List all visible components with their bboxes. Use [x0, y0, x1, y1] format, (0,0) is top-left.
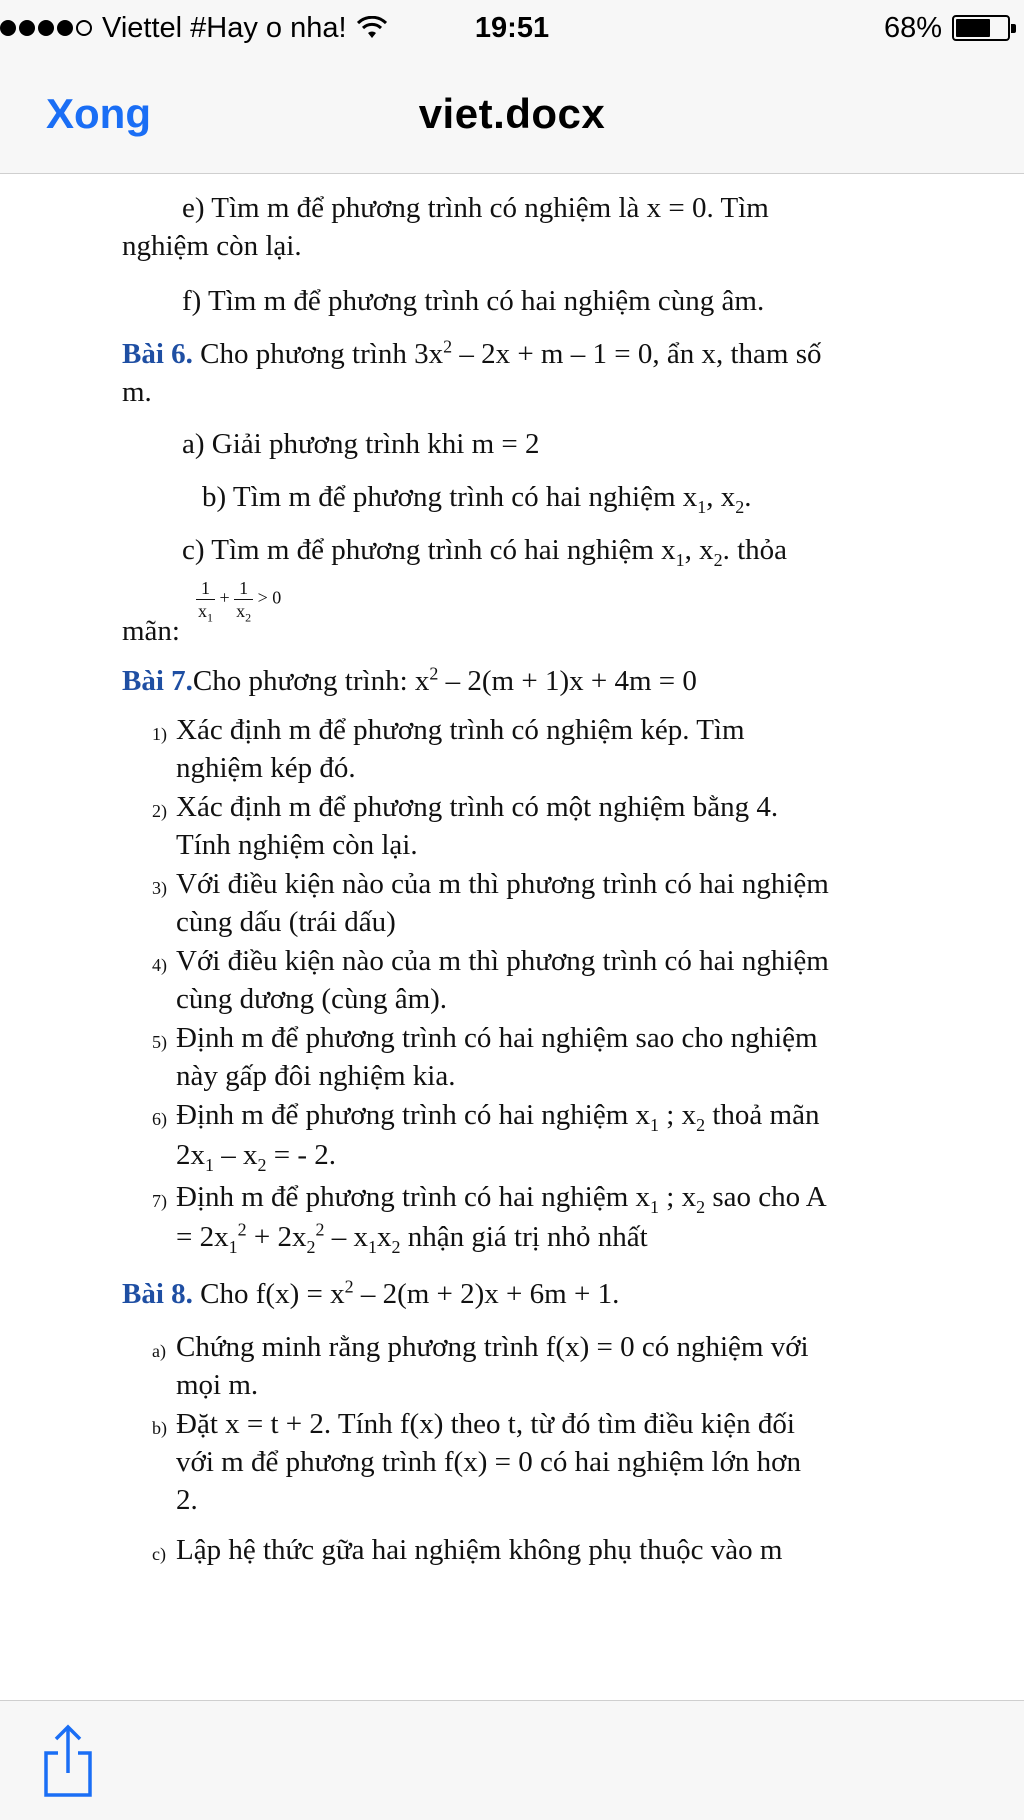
- text-span: x: [236, 601, 246, 621]
- text-line: Với điều kiện nào của m thì phương trình có hai nghiệm: [176, 945, 829, 977]
- list-number: 4): [152, 955, 167, 975]
- superscript: 2: [344, 1276, 354, 1297]
- subscript: 1: [697, 496, 707, 517]
- text-span: x: [376, 1221, 392, 1253]
- text-line: Chứng minh rằng phương trình f(x) = 0 có nghiệm với: [176, 1331, 809, 1363]
- subscript: 1: [205, 1154, 214, 1175]
- exercise-label: Bài 8.: [122, 1278, 193, 1310]
- subscript: 2: [735, 496, 745, 517]
- exercise-8-heading: [122, 1275, 619, 1313]
- share-button[interactable]: [40, 1723, 96, 1799]
- text-line: a) Giải phương trình khi m = 2: [182, 428, 540, 460]
- superscript: 2: [237, 1219, 247, 1240]
- exercise-7-heading: [122, 662, 697, 700]
- text-line: e) Tìm m để phương trình có nghiệm là x = 0. Tìm: [182, 192, 769, 224]
- subscript: 2: [391, 1236, 401, 1257]
- text-span: – x: [214, 1139, 258, 1171]
- text-line: Lập hệ thức gữa hai nghiệm không phụ thuộc vào m: [176, 1534, 783, 1566]
- fraction-numerator: 1: [196, 577, 215, 600]
- list-number: 2): [152, 801, 167, 821]
- list-number: 7): [152, 1191, 167, 1211]
- text-line: 2.: [176, 1484, 198, 1516]
- text-span: – 2(m + 2)x + 6m + 1.: [353, 1278, 620, 1310]
- text-line: Tính nghiệm còn lại.: [176, 829, 418, 861]
- subscript: 1: [650, 1114, 660, 1135]
- text-line: Đặt x = t + 2. Tính f(x) theo t, từ đó tìm điều kiện đối: [176, 1408, 795, 1440]
- list-number: 5): [152, 1032, 167, 1052]
- text-span: , x: [706, 481, 736, 513]
- text-span: – 2x + m – 1 = 0, ẩn x, tham số: [452, 338, 822, 370]
- carrier-name: Viettel #Hay o nha!: [102, 11, 347, 44]
- list-number: 1): [152, 724, 167, 744]
- text-line: [176, 1218, 648, 1256]
- fraction: [234, 577, 253, 625]
- subscript: 1: [228, 1236, 238, 1257]
- text-span: .: [744, 481, 752, 513]
- text-line: mãn:: [122, 615, 180, 647]
- exercise-label: Bài 7.: [122, 665, 193, 697]
- battery-percent: 68%: [883, 11, 942, 44]
- text-span: + 2x: [246, 1221, 307, 1253]
- text-line: [176, 1136, 336, 1174]
- text-span: x: [198, 601, 207, 621]
- superscript: 2: [443, 336, 453, 357]
- text-line: Xác định m để phương trình có nghiệm kép. Tìm: [176, 714, 745, 746]
- list-number: 3): [152, 878, 167, 898]
- text-line: [176, 1178, 827, 1216]
- text-line: [176, 1096, 819, 1134]
- subscript: 1: [367, 1236, 377, 1257]
- text-span: Cho phương trình: x: [192, 665, 430, 697]
- text-span: > 0: [257, 587, 282, 608]
- text-line: f) Tìm m để phương trình có hai nghiệm cùng âm.: [182, 285, 765, 317]
- fraction-expression: [196, 577, 282, 625]
- text-span: thoả mãn: [705, 1099, 820, 1131]
- subscript: 1: [650, 1196, 660, 1217]
- nav-bar: [0, 56, 1024, 174]
- text-span: Cho f(x) = x: [192, 1278, 345, 1310]
- share-icon: [40, 1723, 96, 1799]
- subscript: 2: [696, 1114, 706, 1135]
- text-span: = 2x: [176, 1221, 229, 1253]
- text-line: [182, 531, 787, 569]
- list-letter: b): [152, 1418, 167, 1438]
- text-span: . thỏa: [722, 534, 788, 566]
- subscript: 1: [675, 549, 685, 570]
- fraction-numerator: 1: [234, 577, 253, 600]
- document-title: viet.docx: [418, 90, 606, 137]
- exercise-6-heading: [122, 335, 822, 373]
- text-span: Cho phương trình 3x: [192, 338, 444, 370]
- done-button[interactable]: Xong: [46, 90, 151, 137]
- fraction: [196, 577, 215, 625]
- subscript: 2: [245, 610, 252, 625]
- text-span: sao cho A: [705, 1181, 827, 1213]
- text-line: Định m để phương trình có hai nghiệm sao cho nghiệm: [176, 1022, 818, 1054]
- text-span: Định m để phương trình có hai nghiệm x: [176, 1181, 651, 1213]
- battery-tip: [1011, 24, 1016, 33]
- text-span: = - 2.: [266, 1139, 337, 1171]
- subscript: 2: [257, 1154, 267, 1175]
- subscript: 2: [713, 549, 723, 570]
- superscript: 2: [315, 1219, 325, 1240]
- text-line: [202, 478, 752, 516]
- text-line: nghiệm kép đó.: [176, 752, 356, 784]
- document-content[interactable]: [0, 175, 1024, 1700]
- battery-fill: [956, 19, 990, 37]
- subscript: 2: [696, 1196, 706, 1217]
- text-span: c) Tìm m để phương trình có hai nghiệm x: [182, 534, 676, 566]
- text-line: nghiệm còn lại.: [122, 230, 302, 262]
- text-line: m.: [122, 376, 152, 408]
- status-time: 19:51: [474, 12, 550, 44]
- list-number: 6): [152, 1109, 167, 1129]
- text-span: – 2(m + 1)x + 4m = 0: [438, 665, 697, 697]
- text-span: ; x: [659, 1181, 697, 1213]
- status-right: [884, 8, 1010, 48]
- text-line: Với điều kiện nào của m thì phương trình có hai nghiệm: [176, 868, 829, 900]
- text-line: cùng dương (cùng âm).: [176, 983, 448, 1015]
- text-span: ; x: [659, 1099, 697, 1131]
- list-letter: c): [152, 1544, 166, 1564]
- text-span: +: [219, 587, 230, 608]
- text-span: – x: [324, 1221, 368, 1253]
- exercise-label: Bài 6.: [122, 338, 193, 370]
- bottom-toolbar: [0, 1700, 1024, 1820]
- text-span: b) Tìm m để phương trình có hai nghiệm x: [202, 481, 698, 513]
- text-span: Định m để phương trình có hai nghiệm x: [176, 1099, 651, 1131]
- list-letter: a): [152, 1341, 166, 1361]
- text-span: 2x: [176, 1139, 205, 1171]
- text-line: này gấp đôi nghiệm kia.: [176, 1060, 456, 1092]
- text-line: Xác định m để phương trình có một nghiệm bằng 4.: [176, 791, 779, 823]
- text-span: nhận giá trị nhỏ nhất: [400, 1221, 648, 1253]
- status-bar: [0, 0, 1024, 56]
- fraction-denominator: [196, 600, 215, 625]
- text-span: , x: [684, 534, 714, 566]
- text-line: với m để phương trình f(x) = 0 có hai nghiệm lớn hơn: [176, 1446, 801, 1478]
- text-line: cùng dấu (trái dấu): [176, 906, 396, 938]
- superscript: 2: [429, 663, 439, 684]
- battery-icon: [952, 15, 1010, 41]
- fraction-denominator: [234, 600, 253, 625]
- subscript: 2: [306, 1236, 316, 1257]
- text-line: mọi m.: [176, 1369, 259, 1401]
- subscript: 1: [207, 610, 213, 625]
